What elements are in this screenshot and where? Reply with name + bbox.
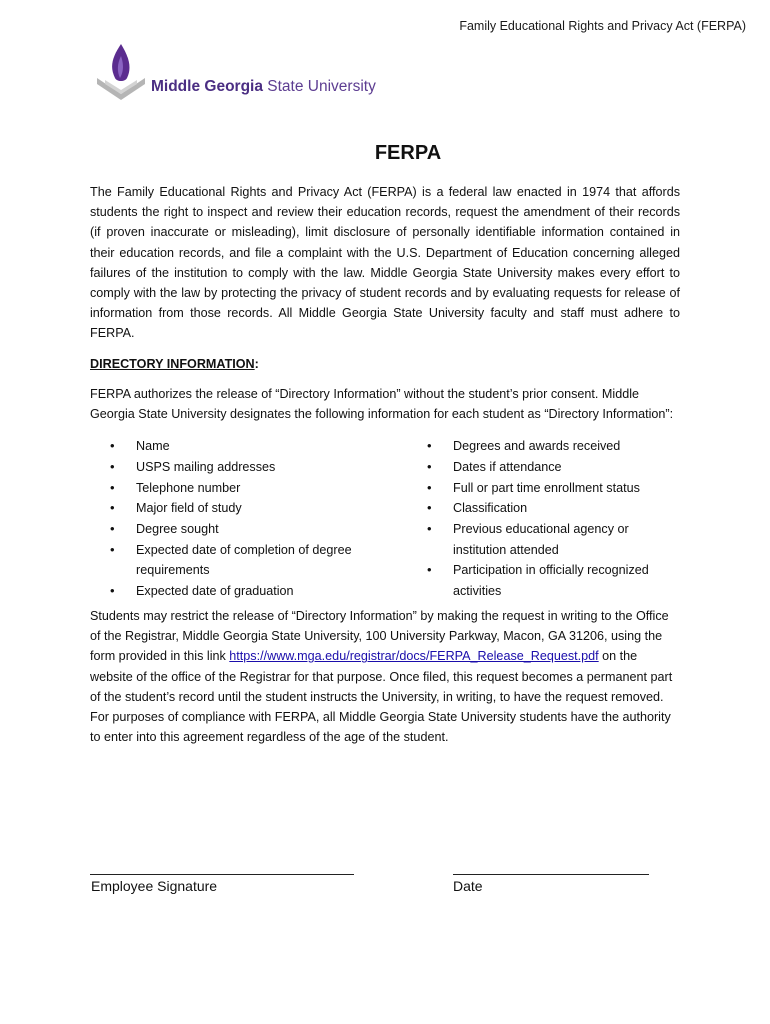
intro-paragraph: The Family Educational Rights and Privacy Act (FERPA) is a federal law enacted in 1974 that affords students the right to inspect and review their education records, request the amendment of their records (if proven inaccurate or misleading), limit disclosure of personally identifiable information contained in their education records, and file a complaint with the U.S. Department of Education concerning alleged failures of the institution to comply with the law. Middle Georgia State University makes every effort to comply with the law by protecting the privacy of student records and by evaluating requests for release of information from those records. All Middle Georgia State University faculty and staff must adhere to FERPA. xyxy=(90,185,680,341)
directory-heading-colon: : xyxy=(254,356,259,371)
logo-bold-text: Middle Georgia xyxy=(151,78,263,95)
document-body xyxy=(90,182,680,747)
logo-light-text: State University xyxy=(267,78,376,95)
directory-heading-text: DIRECTORY INFORMATION xyxy=(90,356,255,371)
document-header-label: Family Educational Rights and Privacy Act (FERPA) xyxy=(459,19,746,33)
directory-paragraph: FERPA authorizes the release of “Directory Information” without the student’s prior consent. Middle Georgia State University designates the following information for each student as “Directory Information”: xyxy=(90,386,674,422)
list-item: • Full or part time enrollment status xyxy=(427,478,677,499)
list-item: • Classification xyxy=(427,498,677,519)
date-line[interactable] xyxy=(453,874,649,875)
list-item: • Previous educational agency or institution attended xyxy=(427,519,677,560)
list-item: • Degree sought xyxy=(110,519,390,540)
restriction-text-after: on the website of the office of the Registrar for that purpose. Once filed, this request becomes a permanent part of the student’s record until the student instructs the University, in writing, to have the request removed. For purposes of compliance with FERPA, all Middle Georgia State University students have the authority to enter into this agreement regardless of the age of the student. xyxy=(90,649,673,744)
list-item: • Telephone number xyxy=(110,478,390,499)
employee-signature-line[interactable] xyxy=(90,874,354,875)
employee-signature-label: Employee Signature xyxy=(91,878,218,894)
restriction-text-before: Students may restrict the release of “Directory Information” by making the request in writing to the Office of the Registrar, Middle Georgia State University, 100 University Parkway, Macon, GA 31206, using the form provided in this link xyxy=(90,609,669,664)
directory-lists xyxy=(90,436,680,606)
directory-heading xyxy=(90,354,680,374)
list-item: • Name xyxy=(110,436,390,457)
page-title: FERPA xyxy=(374,142,442,164)
directory-list-left xyxy=(110,436,390,602)
logo-wordmark xyxy=(151,78,376,96)
list-item: • Major field of study xyxy=(110,498,390,519)
list-item: • Expected date of graduation xyxy=(110,581,390,602)
university-logo xyxy=(95,42,375,102)
list-item: • Dates if attendance xyxy=(427,457,677,478)
restriction-paragraph xyxy=(90,606,680,747)
date-label: Date xyxy=(453,878,483,894)
list-item: • USPS mailing addresses xyxy=(110,457,390,478)
list-item: • Expected date of completion of degree requirements xyxy=(110,540,390,581)
list-item: • Degrees and awards received xyxy=(427,436,677,457)
flame-chevron-icon xyxy=(95,42,147,100)
list-item: • Participation in officially recognized activities xyxy=(427,560,677,601)
release-request-link[interactable]: https://www.mga.edu/registrar/docs/FERPA_Release_Request.pdf xyxy=(229,649,599,664)
directory-list-right xyxy=(427,436,677,602)
